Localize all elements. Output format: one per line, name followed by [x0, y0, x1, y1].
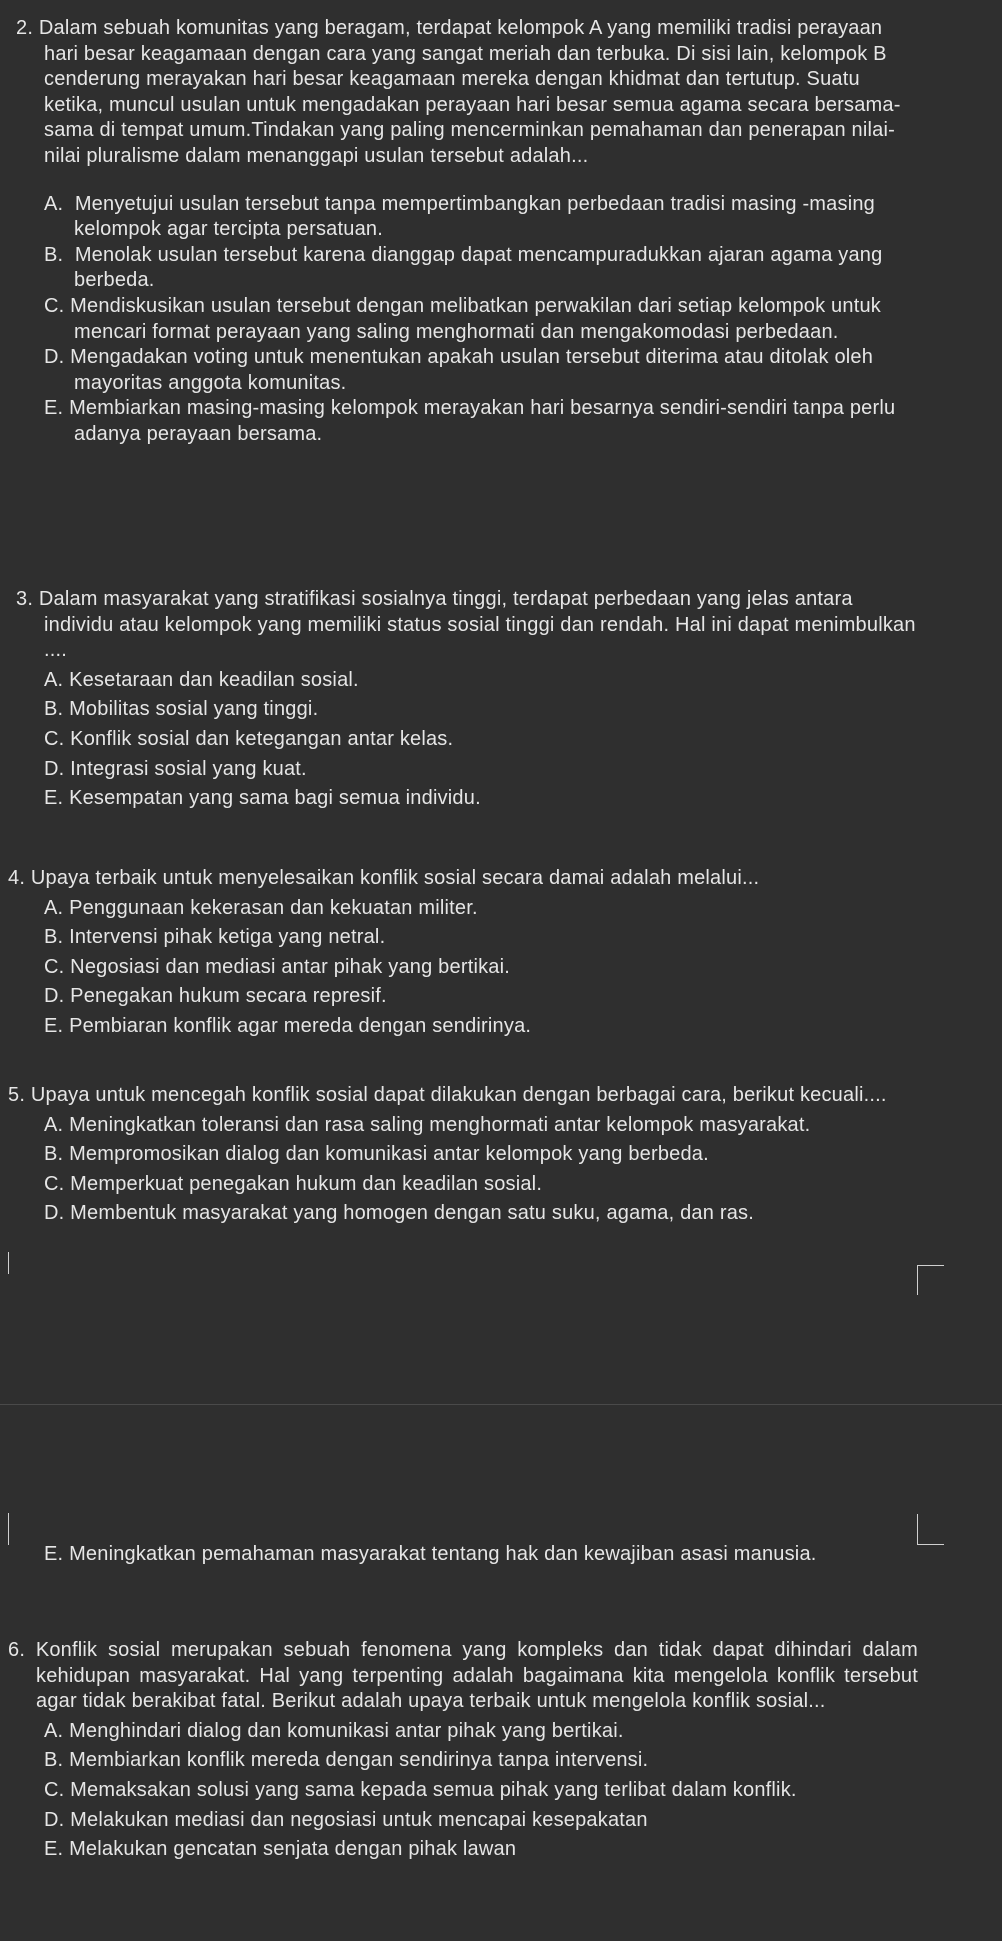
- option-text: Mengadakan voting untuk menentukan apakah usulan tersebut diterima atau ditolak oleh mayoritas anggota komunitas.: [70, 346, 874, 394]
- option-b[interactable]: [8, 697, 918, 723]
- option-text: Mobilitas sosial yang tinggi.: [69, 698, 319, 721]
- option-e[interactable]: [8, 396, 918, 447]
- question-number: 6.: [8, 1639, 26, 1661]
- option-letter: E.: [44, 787, 64, 810]
- option-a[interactable]: [8, 1113, 918, 1139]
- option-letter: B.: [44, 1143, 64, 1166]
- question-text: [8, 16, 918, 170]
- question-text: [8, 1083, 918, 1109]
- question-number: 2.: [16, 17, 34, 39]
- question-text: [8, 866, 918, 892]
- option-text: Membiarkan masing-masing kelompok merayakan hari besarnya sendiri-sendiri tanpa perlu adanya perayaan bersama.: [69, 397, 896, 445]
- option-letter: E.: [44, 1838, 64, 1861]
- option-text: Membiarkan konflik mereda dengan sendirinya tanpa intervensi.: [69, 1749, 649, 1772]
- option-text: Penegakan hukum secara represif.: [70, 985, 387, 1008]
- crop-mark-top-left: [8, 1252, 9, 1274]
- question-body: Dalam masyarakat yang stratifikasi sosialnya tinggi, terdapat perbedaan yang jelas antara individu atau kelompok yang memiliki status sosial tinggi dan rendah. Hal ini dapat menimbulkan ....: [38, 588, 916, 662]
- option-letter: E.: [44, 1543, 64, 1565]
- option-text: Integrasi sosial yang kuat.: [70, 757, 307, 780]
- option-b[interactable]: [8, 243, 918, 294]
- option-e[interactable]: [8, 1014, 918, 1040]
- page-divider: [0, 1404, 1002, 1405]
- option-letter: D.: [44, 985, 65, 1008]
- option-letter: B.: [44, 926, 64, 949]
- question-number: 3.: [16, 588, 34, 610]
- option-text: Konflik sosial dan ketegangan antar kelas.: [70, 727, 454, 750]
- option-b[interactable]: [8, 1142, 918, 1168]
- option-text: Membentuk masyarakat yang homogen dengan satu suku, agama, dan ras.: [70, 1202, 754, 1225]
- crop-mark-top-right: [917, 1265, 944, 1295]
- option-text: Pembiaran konflik agar mereda dengan sendirinya.: [69, 1014, 532, 1037]
- option-letter: D.: [44, 757, 65, 780]
- option-text: Menolak usulan tersebut karena dianggap dapat mencampuradukkan ajaran agama yang berbeda.: [74, 243, 883, 292]
- option-letter: A.: [44, 896, 64, 919]
- question-body: Konflik sosial merupakan sebuah fenomena yang kompleks dan tidak dapat dihindari dalam kehidupan masyarakat. Hal yang terpenting adalah bagaimana kita mengelola konflik tersebut agar tidak berakibat fatal. Berikut adalah upaya terbaik untuk mengelola konflik sosial...: [35, 1639, 918, 1713]
- question-5: [8, 1083, 918, 1227]
- option-text: Penggunaan kekerasan dan kekuatan militer.: [69, 896, 478, 919]
- crop-mark-bottom-left: [8, 1513, 9, 1545]
- option-letter: D.: [44, 1202, 65, 1225]
- option-c[interactable]: [8, 1778, 918, 1804]
- question-number: 5.: [8, 1084, 26, 1106]
- question-body: Upaya terbaik untuk menyelesaikan konflik sosial secara damai adalah melalui...: [30, 867, 760, 889]
- option-b[interactable]: [8, 925, 918, 951]
- option-c[interactable]: [8, 955, 918, 981]
- option-letter: E.: [44, 397, 64, 420]
- option-a[interactable]: [8, 192, 918, 243]
- option-text: Kesempatan yang sama bagi semua individu.: [69, 787, 481, 810]
- option-letter: D.: [44, 346, 65, 369]
- option-text: Memperkuat penegakan hukum dan keadilan sosial.: [70, 1172, 543, 1195]
- question-2: [8, 16, 918, 448]
- question-body: Dalam sebuah komunitas yang beragam, terdapat kelompok A yang memiliki tradisi perayaan hari besar keagamaan dengan cara yang sangat meriah dan terbuka. Di sisi lain, kelompok B cenderung merayakan hari besar keagamaan mereka dengan khidmat dan tertutup. Suatu ketika, muncul usulan untuk mengadakan perayaan hari besar semua agama secara bersama-sama di tempat umum.Tindakan yang paling mencerminkan pemahaman dan penerapan nilai-nilai pluralisme dalam menanggapi usulan tersebut adalah...: [38, 17, 901, 167]
- option-letter: C.: [44, 294, 65, 317]
- option-text: Menyetujui usulan tersebut tanpa mempertimbangkan perbedaan tradisi masing -masing kelompok agar tercipta persatuan.: [74, 192, 875, 241]
- option-letter: E.: [44, 1014, 64, 1037]
- option-d[interactable]: [8, 757, 918, 783]
- option-text: Kesetaraan dan keadilan sosial.: [69, 668, 359, 691]
- option-e[interactable]: [8, 786, 918, 812]
- option-letter: A.: [44, 668, 64, 691]
- option-letter: A.: [44, 1113, 64, 1136]
- question-3: [8, 587, 918, 812]
- option-text: Negosiasi dan mediasi antar pihak yang bertikai.: [70, 955, 511, 978]
- option-text: Mempromosikan dialog dan komunikasi antar kelompok yang berbeda.: [69, 1143, 709, 1166]
- option-a[interactable]: [8, 896, 918, 922]
- option-text: Melakukan mediasi dan negosiasi untuk mencapai kesepakatan: [70, 1808, 648, 1831]
- option-text: Melakukan gencatan senjata dengan pihak lawan: [69, 1838, 517, 1861]
- option-text: Meningkatkan toleransi dan rasa saling menghormati antar kelompok masyarakat.: [69, 1113, 811, 1136]
- option-d[interactable]: [8, 345, 918, 396]
- option-c[interactable]: [8, 1172, 918, 1198]
- option-a[interactable]: [8, 1719, 918, 1745]
- question-body: Upaya untuk mencegah konflik sosial dapat dilakukan dengan berbagai cara, berikut kecuali....: [30, 1084, 887, 1106]
- option-letter: D.: [44, 1808, 65, 1831]
- option-text: Mendiskusikan usulan tersebut dengan melibatkan perwakilan dari setiap kelompok untuk mencari format perayaan yang saling menghormati dan mengakomodasi perbedaan.: [70, 294, 881, 343]
- option-letter: B.: [44, 698, 64, 721]
- option-a[interactable]: [8, 668, 918, 694]
- option-text: Memaksakan solusi yang sama kepada semua pihak yang terlibat dalam konflik.: [70, 1778, 797, 1801]
- option-b[interactable]: [8, 1748, 918, 1774]
- option-letter: C.: [44, 1172, 65, 1195]
- option-e[interactable]: [8, 1542, 918, 1568]
- option-c[interactable]: [8, 294, 918, 345]
- crop-mark-bottom-right: [917, 1514, 944, 1545]
- question-text: [8, 587, 918, 664]
- option-d[interactable]: [8, 1808, 918, 1834]
- question-5-continued: [8, 1542, 918, 1568]
- option-c[interactable]: [8, 727, 918, 753]
- option-letter: C.: [44, 1778, 65, 1801]
- question-4: [8, 866, 918, 1040]
- option-letter: A.: [44, 1719, 64, 1742]
- option-letter: B.: [44, 243, 64, 266]
- option-letter: C.: [44, 727, 65, 750]
- option-text: Intervensi pihak ketiga yang netral.: [69, 926, 386, 949]
- option-text: Meningkatkan pemahaman masyarakat tentang hak dan kewajiban asasi manusia.: [69, 1543, 817, 1565]
- option-e[interactable]: [8, 1837, 918, 1863]
- option-letter: C.: [44, 955, 65, 978]
- option-text: Menghindari dialog dan komunikasi antar pihak yang bertikai.: [69, 1719, 624, 1742]
- question-text: [8, 1638, 918, 1715]
- option-letter: B.: [44, 1749, 64, 1772]
- option-d[interactable]: [8, 1201, 918, 1227]
- option-letter: A.: [44, 192, 64, 215]
- question-number: 4.: [8, 867, 26, 889]
- question-6: [8, 1638, 918, 1863]
- option-d[interactable]: [8, 984, 918, 1010]
